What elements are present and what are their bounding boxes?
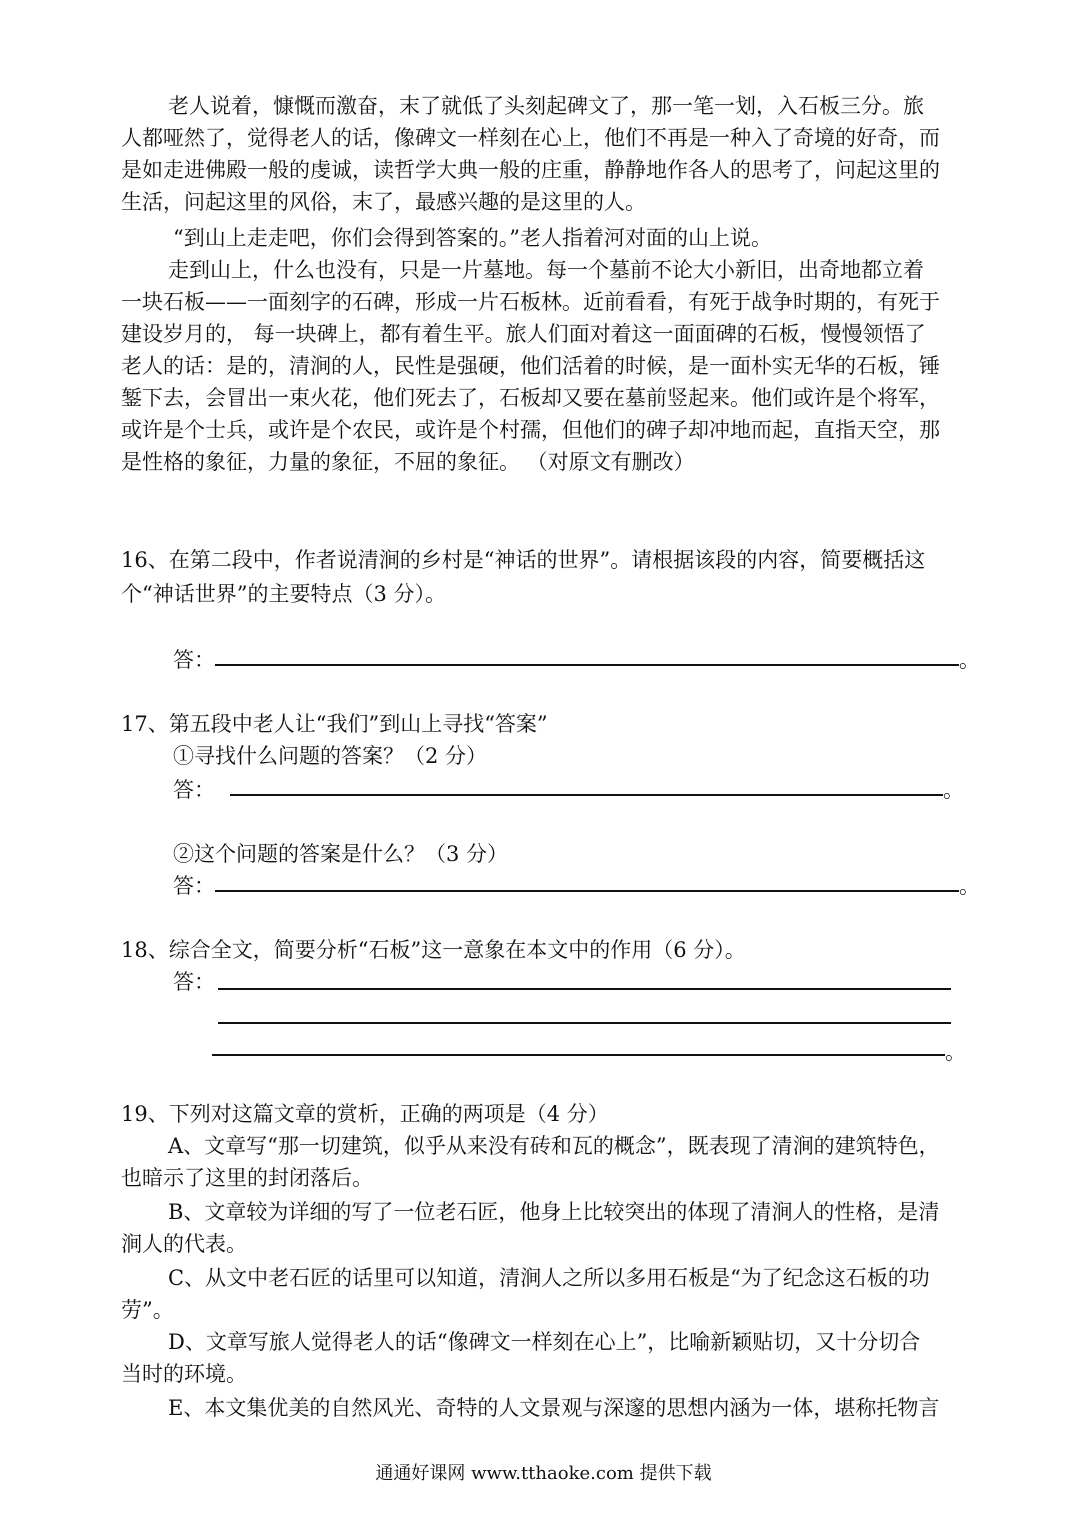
option-c: C、从文中老石匠的话里可以知道，清涧人之所以多用石板是“为了纪念这石板的功 bbox=[168, 1266, 930, 1290]
option-a: A、文章写“那一切建筑，似乎从来没有砖和瓦的概念”，既表现了清涧的建筑特色， bbox=[168, 1134, 940, 1158]
answer-line[interactable] bbox=[218, 1022, 951, 1024]
passage-line: 老人的话：是的，清涧的人，民性是强硬，他们活着的时候，是一面朴实无华的石板，锤 bbox=[121, 354, 940, 378]
question-18-title: 18、综合全文，简要分析“石板”这一意象在本文中的作用（6 分）。 bbox=[121, 938, 746, 962]
option-b-cont: 涧人的代表。 bbox=[121, 1232, 247, 1256]
passage-line: 人都哑然了，觉得老人的话，像碑文一样刻在心上，他们不再是一种入了奇境的好奇，而 bbox=[121, 126, 940, 150]
option-e: E、本文集优美的自然风光、奇特的人文景观与深邃的思想内涵为一体，堪称托物言 bbox=[168, 1396, 940, 1420]
passage-line: 老人说着，慷慨而激奋，末了就低了头刻起碑文了，那一笔一划，入石板三分。旅 bbox=[168, 94, 924, 118]
question-17-sub1: ①寻找什么问题的答案？（2 分） bbox=[173, 744, 488, 768]
answer-end-mark: 。 bbox=[959, 648, 980, 672]
answer-label: 答： bbox=[173, 648, 215, 672]
passage-line: 走到山上，什么也没有，只是一片墓地。每一个墓前不论大小新旧，出奇地都立着 bbox=[168, 258, 924, 282]
answer-label: 答： bbox=[173, 970, 215, 994]
passage-line: 是性格的象征，力量的象征，不屈的象征。 （对原文有删改） bbox=[121, 450, 695, 474]
page-footer: 通通好课网 www.tthaoke.com 提供下载 bbox=[375, 1463, 712, 1484]
answer-line[interactable] bbox=[218, 988, 951, 990]
passage-line: 或许是个士兵，或许是个农民，或许是个村孺，但他们的碑子却冲地而起，直指天空，那 bbox=[121, 418, 940, 442]
passage-line: 一块石板——一面刻字的石碑，形成一片石板林。近前看看，有死于战争时期的，有死于 bbox=[121, 290, 940, 314]
option-a-cont: 也暗示了这里的封闭落后。 bbox=[121, 1166, 373, 1190]
passage-line: 是如走进佛殿一般的虔诚，读哲学大典一般的庄重，静静地作各人的思考了，问起这里的 bbox=[121, 158, 940, 182]
q17-sub2-answer-row[interactable] bbox=[173, 870, 980, 902]
answer-end-mark: 。 bbox=[943, 778, 964, 802]
answer-label: 答： bbox=[173, 874, 215, 898]
answer-line[interactable] bbox=[215, 890, 959, 892]
answer-end-mark: 。 bbox=[959, 874, 980, 898]
q17-sub1-answer-row[interactable] bbox=[173, 774, 973, 806]
answer-end-mark: 。 bbox=[945, 1040, 966, 1064]
passage-line: 錾下去，会冒出一束火花，他们死去了，石板却又要在墓前竖起来。他们或许是个将军， bbox=[121, 386, 940, 410]
passage-line: 生活，问起这里的风俗，末了，最感兴趣的是这里的人。 bbox=[121, 190, 646, 214]
q18-answer-row[interactable] bbox=[173, 966, 973, 998]
question-16-text: 个“神话世界”的主要特点（3 分）。 bbox=[121, 582, 447, 606]
passage-line: 建设岁月的， 每一块碑上，都有着生平。旅人们面对着这一面面碑的石板，慢慢领悟了 bbox=[121, 322, 926, 346]
answer-label: 答： bbox=[173, 778, 215, 802]
option-d-cont: 当时的环境。 bbox=[121, 1362, 247, 1386]
answer-line[interactable] bbox=[212, 1054, 945, 1056]
option-b: B、文章较为详细的写了一位老石匠，他身上比较突出的体现了清涧人的性格，是清 bbox=[168, 1200, 940, 1224]
question-17-title: 17、第五段中老人让“我们”到山上寻找“答案” bbox=[121, 712, 548, 736]
option-d: D、文章写旅人觉得老人的话“像碑文一样刻在心上”，比喻新颖贴切，又十分切合 bbox=[168, 1330, 921, 1354]
question-19-title: 19、下列对这篇文章的赏析，正确的两项是（4 分） bbox=[121, 1102, 609, 1126]
question-17-sub2: ②这个问题的答案是什么？（3 分） bbox=[173, 842, 509, 866]
question-16-text: 16、在第二段中，作者说清涧的乡村是“神话的世界”。请根据该段的内容，简要概括这 bbox=[121, 548, 926, 572]
option-c-cont: 劳”。 bbox=[121, 1298, 174, 1322]
q16-answer-row[interactable] bbox=[173, 644, 980, 676]
answer-line[interactable] bbox=[230, 794, 943, 796]
passage-line: “到山上走走吧，你们会得到答案的。”老人指着河对面的山上说。 bbox=[173, 226, 772, 250]
answer-line[interactable] bbox=[215, 664, 959, 666]
